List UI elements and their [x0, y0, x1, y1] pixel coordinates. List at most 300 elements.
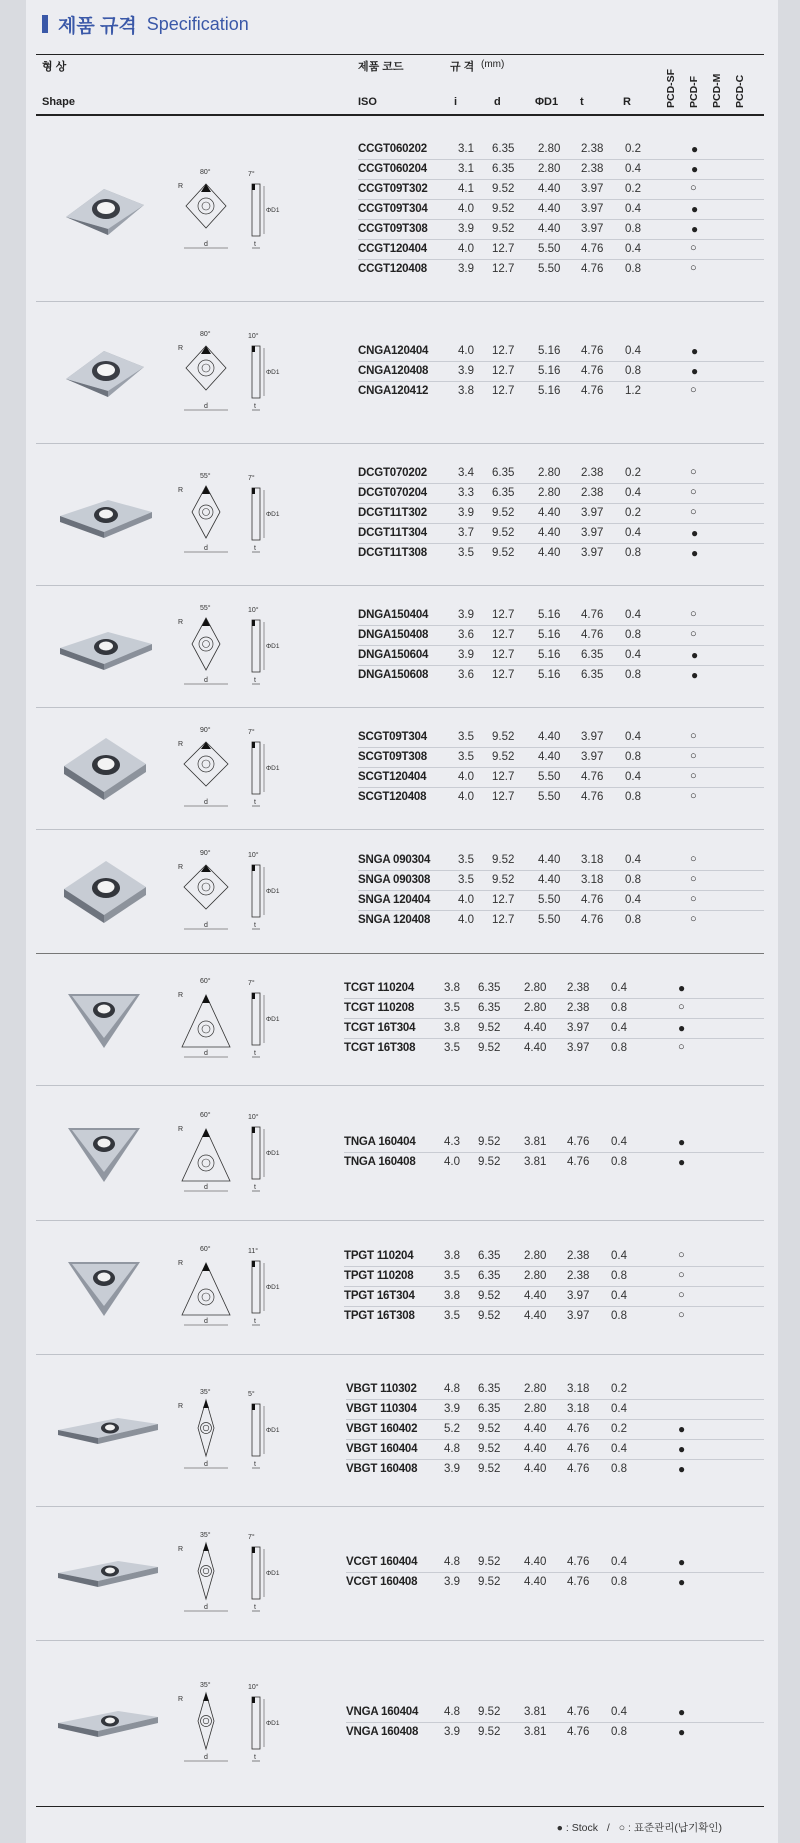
cell-t: 2.38: [567, 982, 590, 994]
cell-d1: 2.80: [524, 1403, 547, 1415]
stock-mark: ●: [678, 1021, 686, 1035]
cell-t: 4.76: [581, 243, 604, 255]
cell-r: 0.8: [611, 1270, 627, 1282]
cell-i: 3.9: [458, 507, 474, 519]
cell-i: 3.4: [458, 467, 474, 479]
cell-r: 0.4: [625, 345, 641, 357]
svg-text:d: d: [204, 241, 208, 248]
cell-t: 4.76: [581, 345, 604, 357]
row-divider: [358, 199, 764, 200]
cell-code: SNGA 120408: [358, 914, 431, 926]
cell-i: 4.0: [458, 894, 474, 906]
cell-code: CCGT120404: [358, 243, 427, 255]
cell-i: 3.9: [444, 1726, 460, 1738]
cell-t: 3.97: [581, 731, 604, 743]
row-divider: [344, 1152, 764, 1153]
cell-d1: 2.80: [538, 487, 561, 499]
cell-code: VBGT 160404: [346, 1443, 418, 1455]
stock-mark: ●: [678, 1135, 686, 1149]
cell-d: 6.35: [478, 1250, 501, 1262]
cell-d1: 3.81: [524, 1726, 547, 1738]
group-separator: [36, 953, 764, 954]
row-divider: [346, 1572, 764, 1573]
row-divider: [346, 1419, 764, 1420]
cell-t: 4.76: [581, 629, 604, 641]
cell-t: 4.76: [567, 1136, 590, 1148]
standard-mark: ○: [678, 1041, 685, 1053]
cell-d: 9.52: [492, 507, 515, 519]
cell-r: 0.4: [611, 1556, 627, 1568]
cell-d: 12.7: [492, 771, 515, 783]
cell-d: 9.52: [492, 731, 515, 743]
standard-mark: ○: [690, 853, 697, 865]
cell-d1: 5.16: [538, 345, 561, 357]
col-t: t: [580, 96, 584, 108]
stock-mark: ●: [691, 526, 699, 540]
svg-text:ΦD1: ΦD1: [266, 511, 280, 518]
cell-code: DCGT070202: [358, 467, 427, 479]
cell-d1: 4.40: [538, 874, 561, 886]
cell-d1: 4.40: [524, 1310, 547, 1322]
cell-r: 0.4: [611, 1250, 627, 1262]
cell-code: SCGT120404: [358, 771, 427, 783]
row-divider: [358, 483, 764, 484]
stock-mark: ●: [691, 546, 699, 560]
row-divider: [358, 665, 764, 666]
cell-t: 4.76: [581, 791, 604, 803]
cell-t: 4.76: [567, 1726, 590, 1738]
col-grade-sf: PCD-SF: [665, 68, 677, 108]
cell-t: 3.97: [581, 751, 604, 763]
row-divider: [358, 543, 764, 544]
stock-mark: ●: [691, 364, 699, 378]
cell-code: SCGT09T308: [358, 751, 427, 763]
cell-t: 3.97: [581, 507, 604, 519]
cell-code: DCGT11T302: [358, 507, 427, 519]
cell-d: 6.35: [492, 143, 515, 155]
header-bottom-rule: [36, 114, 764, 116]
cell-d: 6.35: [478, 982, 501, 994]
cell-i: 3.5: [444, 1042, 460, 1054]
svg-text:5°: 5°: [248, 1391, 255, 1398]
cell-r: 0.8: [611, 1310, 627, 1322]
cell-d1: 5.50: [538, 771, 561, 783]
standard-mark: ○: [690, 730, 697, 742]
cell-r: 0.4: [625, 854, 641, 866]
cell-d1: 4.40: [538, 507, 561, 519]
cell-d1: 4.40: [538, 731, 561, 743]
svg-text:7°: 7°: [248, 729, 255, 736]
cell-d1: 5.16: [538, 669, 561, 681]
svg-text:ΦD1: ΦD1: [266, 888, 280, 895]
svg-text:d: d: [204, 403, 208, 410]
svg-text:t: t: [254, 1604, 256, 1611]
cell-code: CCGT09T304: [358, 203, 428, 215]
cell-t: 4.76: [581, 365, 604, 377]
cell-t: 3.97: [567, 1290, 590, 1302]
standard-mark: ○: [690, 628, 697, 640]
cell-code: CCGT060204: [358, 163, 427, 175]
cell-i: 3.9: [444, 1403, 460, 1415]
cell-i: 4.0: [458, 345, 474, 357]
svg-text:60°: 60°: [200, 1246, 211, 1253]
cell-t: 4.76: [567, 1443, 590, 1455]
cell-i: 3.3: [458, 487, 474, 499]
cell-d1: 5.16: [538, 649, 561, 661]
cell-d: 6.35: [478, 1270, 501, 1282]
cell-i: 4.0: [458, 791, 474, 803]
svg-text:R: R: [178, 345, 184, 352]
col-shape-en: Shape: [42, 96, 76, 108]
cell-r: 0.8: [611, 1002, 627, 1014]
cell-t: 2.38: [567, 1250, 590, 1262]
svg-text:R: R: [178, 741, 184, 748]
cell-code: SNGA 090308: [358, 874, 431, 886]
cell-t: 3.97: [567, 1310, 590, 1322]
rhombus35-drawing: [176, 1677, 296, 1774]
title-bar: [42, 12, 249, 36]
cell-i: 4.0: [458, 203, 474, 215]
svg-text:t: t: [254, 1318, 256, 1325]
row-divider: [346, 1722, 764, 1723]
rhombus55-insert-image: [56, 484, 156, 549]
cell-d: 9.52: [478, 1576, 501, 1588]
cell-t: 3.97: [581, 527, 604, 539]
stock-mark: ●: [691, 668, 699, 682]
cell-code: CNGA120412: [358, 385, 429, 397]
cell-i: 5.2: [444, 1423, 460, 1435]
triangle-insert-image: [64, 986, 144, 1057]
cell-r: 0.8: [611, 1463, 627, 1475]
cell-code: VBGT 110304: [346, 1403, 417, 1415]
cell-r: 0.8: [625, 629, 641, 641]
standard-mark: ○: [690, 770, 697, 782]
group-separator: [36, 443, 764, 444]
cell-r: 0.2: [625, 183, 641, 195]
cell-code: TCGT 16T304: [344, 1022, 416, 1034]
svg-text:35°: 35°: [200, 1389, 211, 1396]
standard-mark: ○: [690, 506, 697, 518]
stock-mark: ●: [678, 1575, 686, 1589]
standard-mark: ○: [690, 608, 697, 620]
standard-mark: ○: [690, 466, 697, 478]
row-divider: [346, 1439, 764, 1440]
svg-text:d: d: [204, 922, 208, 929]
cell-r: 0.2: [611, 1383, 627, 1395]
cell-i: 3.9: [458, 365, 474, 377]
stock-mark: ●: [678, 1725, 686, 1739]
cell-t: 3.97: [581, 547, 604, 559]
cell-i: 3.6: [458, 629, 474, 641]
cell-d1: 4.40: [524, 1423, 547, 1435]
group-separator: [36, 1220, 764, 1221]
cell-t: 4.76: [581, 771, 604, 783]
cell-i: 4.8: [444, 1443, 460, 1455]
standard-mark: ○: [678, 1309, 685, 1321]
cell-d1: 4.40: [524, 1556, 547, 1568]
cell-code: VNGA 160408: [346, 1726, 419, 1738]
cell-t: 2.38: [567, 1270, 590, 1282]
cell-i: 3.5: [444, 1310, 460, 1322]
svg-text:ΦD1: ΦD1: [266, 765, 280, 772]
standard-mark: ○: [690, 384, 697, 396]
cell-i: 3.5: [444, 1270, 460, 1282]
svg-text:10°: 10°: [248, 1114, 259, 1121]
cell-d1: 2.80: [524, 1270, 547, 1282]
svg-text:90°: 90°: [200, 727, 211, 734]
cell-code: CNGA120404: [358, 345, 429, 357]
cell-i: 4.0: [458, 914, 474, 926]
row-divider: [358, 503, 764, 504]
cell-d: 12.7: [492, 345, 515, 357]
cell-r: 0.4: [611, 1443, 627, 1455]
col-d1: ΦD1: [535, 96, 559, 108]
cell-d1: 5.16: [538, 629, 561, 641]
svg-text:10°: 10°: [248, 852, 259, 859]
cell-d1: 2.80: [538, 467, 561, 479]
legend: [557, 1820, 722, 1835]
cell-d1: 5.50: [538, 263, 561, 275]
cell-d: 12.7: [492, 914, 515, 926]
svg-text:d: d: [204, 1461, 208, 1468]
cell-code: CCGT09T302: [358, 183, 428, 195]
group-separator: [36, 707, 764, 708]
row-divider: [358, 767, 764, 768]
standard-mark: ○: [690, 893, 697, 905]
standard-mark: ○: [678, 1269, 685, 1281]
cell-d: 12.7: [492, 791, 515, 803]
group-separator: [36, 1085, 764, 1086]
rhombus80-drawing: [176, 326, 296, 423]
cell-code: TPGT 16T304: [344, 1290, 415, 1302]
title-accent-bar: [42, 15, 48, 33]
svg-text:80°: 80°: [200, 331, 211, 338]
stock-mark: ●: [691, 648, 699, 662]
standard-mark: ○: [690, 262, 697, 274]
stock-mark: ●: [691, 222, 699, 236]
svg-text:ΦD1: ΦD1: [266, 1720, 280, 1727]
cell-r: 0.8: [625, 914, 641, 926]
row-divider: [358, 179, 764, 180]
cell-t: 3.18: [567, 1383, 590, 1395]
stock-mark: ●: [691, 344, 699, 358]
svg-text:35°: 35°: [200, 1682, 211, 1689]
stock-mark: ●: [678, 1555, 686, 1569]
standard-mark: ○: [678, 1289, 685, 1301]
standard-mark: ○: [690, 486, 697, 498]
cell-t: 4.76: [581, 609, 604, 621]
cell-r: 0.8: [611, 1726, 627, 1738]
cell-d1: 2.80: [538, 143, 561, 155]
cell-d1: 2.80: [524, 1002, 547, 1014]
cell-r: 0.4: [625, 771, 641, 783]
rhombus35-insert-image: [56, 1408, 160, 1457]
legend-standard: ○ : 표준관리(납기확인): [618, 1822, 722, 1834]
cell-d1: 3.81: [524, 1156, 547, 1168]
square-drawing: [176, 845, 296, 942]
cell-code: DNGA150608: [358, 669, 429, 681]
row-divider: [344, 998, 764, 999]
row-divider: [358, 645, 764, 646]
cell-t: 4.76: [567, 1556, 590, 1568]
svg-text:d: d: [204, 545, 208, 552]
cell-i: 4.0: [458, 243, 474, 255]
cell-r: 0.4: [625, 487, 641, 499]
cell-d1: 4.40: [538, 223, 561, 235]
row-divider: [358, 361, 764, 362]
cell-d: 9.52: [492, 854, 515, 866]
col-grade-m: PCD-M: [711, 73, 723, 108]
cell-d1: 4.40: [538, 183, 561, 195]
row-divider: [358, 259, 764, 260]
cell-d: 9.52: [492, 527, 515, 539]
cell-r: 0.4: [611, 1290, 627, 1302]
svg-text:d: d: [204, 1050, 208, 1057]
cell-t: 4.76: [567, 1706, 590, 1718]
cell-d: 9.52: [478, 1706, 501, 1718]
cell-r: 0.8: [611, 1576, 627, 1588]
title-korean: 제품 규격: [58, 15, 137, 37]
cell-code: DNGA150604: [358, 649, 429, 661]
cell-d: 9.52: [478, 1423, 501, 1435]
cell-r: 0.2: [625, 467, 641, 479]
cell-d: 9.52: [492, 874, 515, 886]
svg-text:R: R: [178, 487, 184, 494]
cell-i: 4.8: [444, 1556, 460, 1568]
cell-d1: 2.80: [538, 163, 561, 175]
svg-text:t: t: [254, 1050, 256, 1057]
cell-r: 0.4: [625, 649, 641, 661]
cell-r: 0.8: [611, 1156, 627, 1168]
svg-text:d: d: [204, 799, 208, 806]
cell-i: 3.9: [444, 1463, 460, 1475]
svg-text:R: R: [178, 992, 184, 999]
svg-text:d: d: [204, 1604, 208, 1611]
cell-code: TNGA 160404: [344, 1136, 416, 1148]
cell-code: DCGT11T308: [358, 547, 427, 559]
svg-text:ΦD1: ΦD1: [266, 207, 280, 214]
col-grade-f: PCD-F: [688, 75, 700, 108]
row-divider: [358, 219, 764, 220]
cell-d1: 4.40: [524, 1443, 547, 1455]
svg-text:ΦD1: ΦD1: [266, 643, 280, 650]
cell-t: 2.38: [581, 467, 604, 479]
row-divider: [358, 625, 764, 626]
cell-d1: 3.81: [524, 1706, 547, 1718]
cell-r: 0.8: [625, 874, 641, 886]
svg-text:R: R: [178, 1696, 184, 1703]
cell-i: 3.5: [458, 547, 474, 559]
cell-r: 0.8: [611, 1042, 627, 1054]
svg-text:80°: 80°: [200, 169, 211, 176]
row-divider: [358, 910, 764, 911]
svg-text:t: t: [254, 922, 256, 929]
cell-i: 3.8: [458, 385, 474, 397]
cell-t: 4.76: [567, 1576, 590, 1588]
svg-text:7°: 7°: [248, 171, 255, 178]
cell-code: TPGT 16T308: [344, 1310, 415, 1322]
standard-mark: ○: [690, 182, 697, 194]
cell-r: 0.2: [611, 1423, 627, 1435]
cell-i: 3.7: [458, 527, 474, 539]
cell-i: 3.6: [458, 669, 474, 681]
svg-text:ΦD1: ΦD1: [266, 1284, 280, 1291]
row-divider: [358, 381, 764, 382]
triangle-drawing: [176, 973, 296, 1070]
svg-text:55°: 55°: [200, 473, 211, 480]
cell-d1: 4.40: [524, 1290, 547, 1302]
standard-mark: ○: [690, 913, 697, 925]
cell-d: 9.52: [478, 1443, 501, 1455]
standard-mark: ○: [678, 1249, 685, 1261]
rhombus55-drawing: [176, 468, 296, 565]
group-separator: [36, 1354, 764, 1355]
standard-mark: ○: [678, 1001, 685, 1013]
cell-r: 0.4: [625, 203, 641, 215]
row-divider: [344, 1038, 764, 1039]
cell-t: 2.38: [581, 487, 604, 499]
cell-code: VBGT 110302: [346, 1383, 417, 1395]
cell-i: 3.9: [458, 223, 474, 235]
cell-i: 3.5: [458, 731, 474, 743]
svg-text:R: R: [178, 183, 184, 190]
rhombus35-insert-image: [56, 1551, 160, 1600]
cell-d1: 4.40: [538, 203, 561, 215]
row-divider: [358, 787, 764, 788]
cell-r: 0.4: [625, 609, 641, 621]
cell-d: 9.52: [478, 1042, 501, 1054]
cell-i: 3.8: [444, 1250, 460, 1262]
svg-text:ΦD1: ΦD1: [266, 1570, 280, 1577]
cell-r: 0.8: [625, 669, 641, 681]
cell-t: 4.76: [567, 1156, 590, 1168]
row-divider: [358, 890, 764, 891]
cell-r: 0.4: [625, 243, 641, 255]
cell-r: 1.2: [625, 385, 641, 397]
svg-text:d: d: [204, 1754, 208, 1761]
svg-text:R: R: [178, 1403, 184, 1410]
row-divider: [358, 523, 764, 524]
cell-t: 4.76: [581, 385, 604, 397]
svg-text:t: t: [254, 799, 256, 806]
cell-code: VCGT 160404: [346, 1556, 418, 1568]
cell-r: 0.8: [625, 547, 641, 559]
cell-i: 3.5: [458, 854, 474, 866]
cell-code: DCGT070204: [358, 487, 427, 499]
row-divider: [344, 1018, 764, 1019]
col-shape-ko: 형 상: [42, 61, 67, 73]
svg-text:R: R: [178, 864, 184, 871]
cell-d: 9.52: [478, 1290, 501, 1302]
cell-r: 0.8: [625, 223, 641, 235]
cell-d: 9.52: [478, 1022, 501, 1034]
stock-mark: ●: [678, 981, 686, 995]
cell-r: 0.4: [625, 731, 641, 743]
cell-code: VNGA 160404: [346, 1706, 419, 1718]
svg-text:t: t: [254, 241, 256, 248]
cell-r: 0.2: [625, 143, 641, 155]
svg-text:10°: 10°: [248, 607, 259, 614]
cell-d: 12.7: [492, 385, 515, 397]
cell-code: DCGT11T304: [358, 527, 427, 539]
cell-d1: 4.40: [524, 1576, 547, 1588]
cell-code: VBGT 160402: [346, 1423, 418, 1435]
cell-d: 12.7: [492, 629, 515, 641]
svg-text:60°: 60°: [200, 1112, 211, 1119]
cell-r: 0.4: [611, 1403, 627, 1415]
cell-t: 6.35: [581, 669, 604, 681]
cell-d1: 5.50: [538, 914, 561, 926]
